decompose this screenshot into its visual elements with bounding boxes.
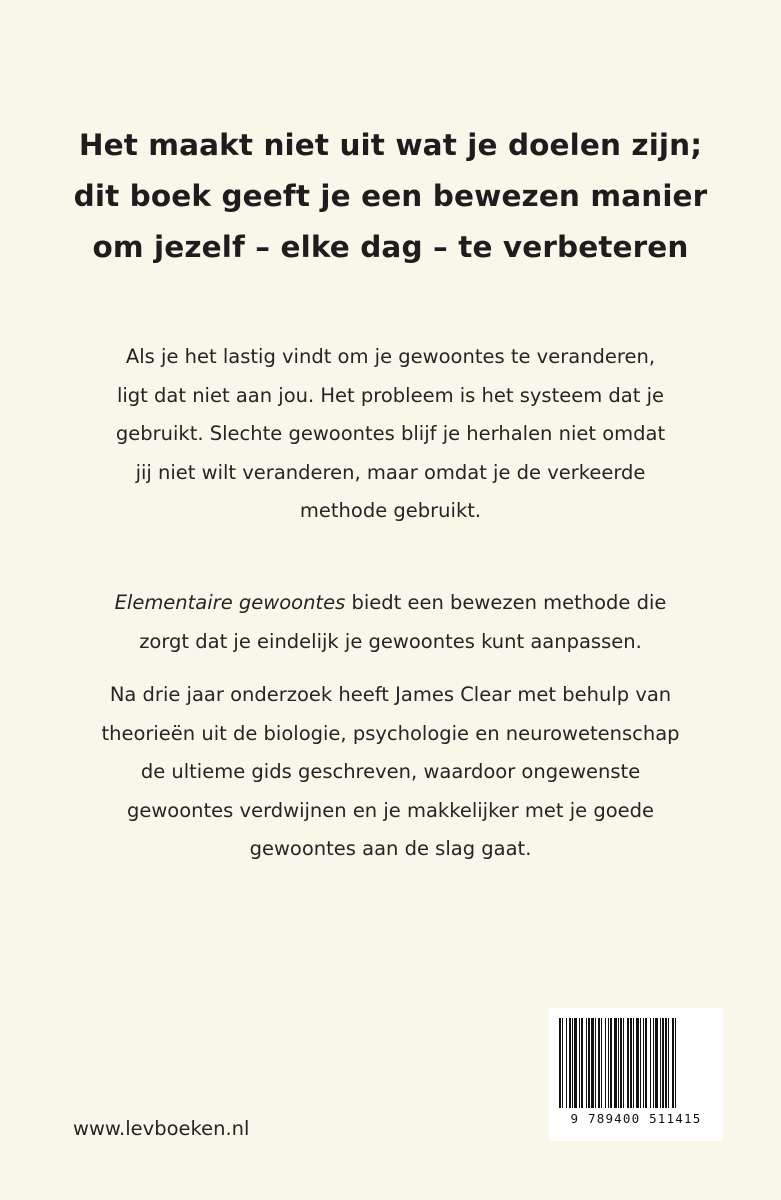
- barcode-bar: [655, 1018, 658, 1108]
- barcode-bar: [668, 1018, 669, 1108]
- paragraph-line: jij niet wilt veranderen, maar omdat je de verkeerde: [135, 460, 646, 484]
- barcode-bar: [569, 1018, 571, 1108]
- barcode-bar: [643, 1018, 644, 1108]
- barcode-bar: [627, 1018, 629, 1108]
- barcode-bar: [588, 1018, 590, 1108]
- barcode-bar: [608, 1018, 609, 1108]
- barcode-bar: [572, 1018, 573, 1108]
- headline-line: dit boek geeft je een bewezen manier: [73, 179, 708, 213]
- author-paragraph: [0, 676, 781, 869]
- barcode-bar: [559, 1018, 561, 1108]
- barcode-bar: [633, 1018, 634, 1108]
- intro-paragraph: [0, 338, 781, 531]
- barcode-bar: [665, 1018, 667, 1108]
- paragraph-line: zorgt dat je eindelijk je gewoontes kunt aanpassen.: [139, 629, 642, 653]
- barcode-bar: [650, 1018, 651, 1108]
- barcode-bar: [605, 1018, 606, 1108]
- paragraph-line: gewoontes aan de slag gaat.: [249, 837, 532, 860]
- barcode-bar: [630, 1018, 632, 1108]
- barcode-bar: [574, 1018, 577, 1108]
- barcode-bar: [660, 1018, 661, 1108]
- barcode-bar: [653, 1018, 654, 1108]
- barcode-bar: [662, 1018, 664, 1108]
- paragraph-line: ligt dat niet aan jou. Het probleem is het systeem dat je: [116, 383, 665, 407]
- paragraph-line: [0, 584, 781, 623]
- barcode-bar: [623, 1018, 624, 1108]
- barcode-bar: [591, 1018, 594, 1108]
- barcode-bar: [566, 1018, 567, 1108]
- paragraph-line: theorieën uit de biologie, psychologie en neurowetenschap: [101, 721, 680, 745]
- paragraph-line: Na drie jaar onderzoek heeft James Clear met behulp van: [109, 683, 672, 706]
- barcode: [549, 1008, 723, 1141]
- barcode-bar: [640, 1018, 641, 1108]
- barcode-bar: [614, 1018, 617, 1108]
- headline: [0, 120, 781, 273]
- barcode-digits: 9 789400 511415: [570, 1111, 702, 1126]
- paragraph-line: gewoontes verdwijnen en je makkelijker met je goede: [126, 798, 655, 822]
- barcode-bar: [636, 1018, 639, 1108]
- paragraph-line: de ultieme gids geschreven, waardoor ongewenste: [140, 760, 641, 783]
- barcode-bar: [610, 1018, 612, 1108]
- barcode-bar: [675, 1018, 676, 1108]
- headline-line: om jezelf – elke dag – te verbeteren: [92, 230, 689, 264]
- method-paragraph: [0, 584, 781, 661]
- publisher-website: www.levboeken.nl: [73, 1117, 250, 1140]
- barcode-bar: [620, 1018, 622, 1108]
- paragraph-line: methode gebruikt.: [299, 499, 482, 522]
- barcode-bar: [618, 1018, 619, 1108]
- barcode-bar: [672, 1018, 674, 1108]
- book-title: Elementaire gewoontes: [114, 591, 346, 614]
- paragraph-line: Als je het lastig vindt om je gewoontes te veranderen,: [125, 345, 656, 368]
- headline-line: Het maakt niet uit wat je doelen zijn;: [78, 128, 703, 162]
- barcode-bar: [579, 1018, 580, 1108]
- barcode-bars: [559, 1018, 713, 1110]
- barcode-bar: [645, 1018, 647, 1108]
- barcode-bar: [595, 1018, 596, 1108]
- barcode-bar: [562, 1018, 563, 1108]
- barcode-bar: [581, 1018, 583, 1108]
- barcode-bar: [601, 1018, 602, 1108]
- barcode-bar: [586, 1018, 587, 1108]
- barcode-bar: [598, 1018, 600, 1108]
- paragraph-line-rest: biedt een bewezen methode die: [345, 591, 667, 614]
- paragraph-line: gebruikt. Slechte gewoontes blijf je herhalen niet omdat: [115, 422, 666, 445]
